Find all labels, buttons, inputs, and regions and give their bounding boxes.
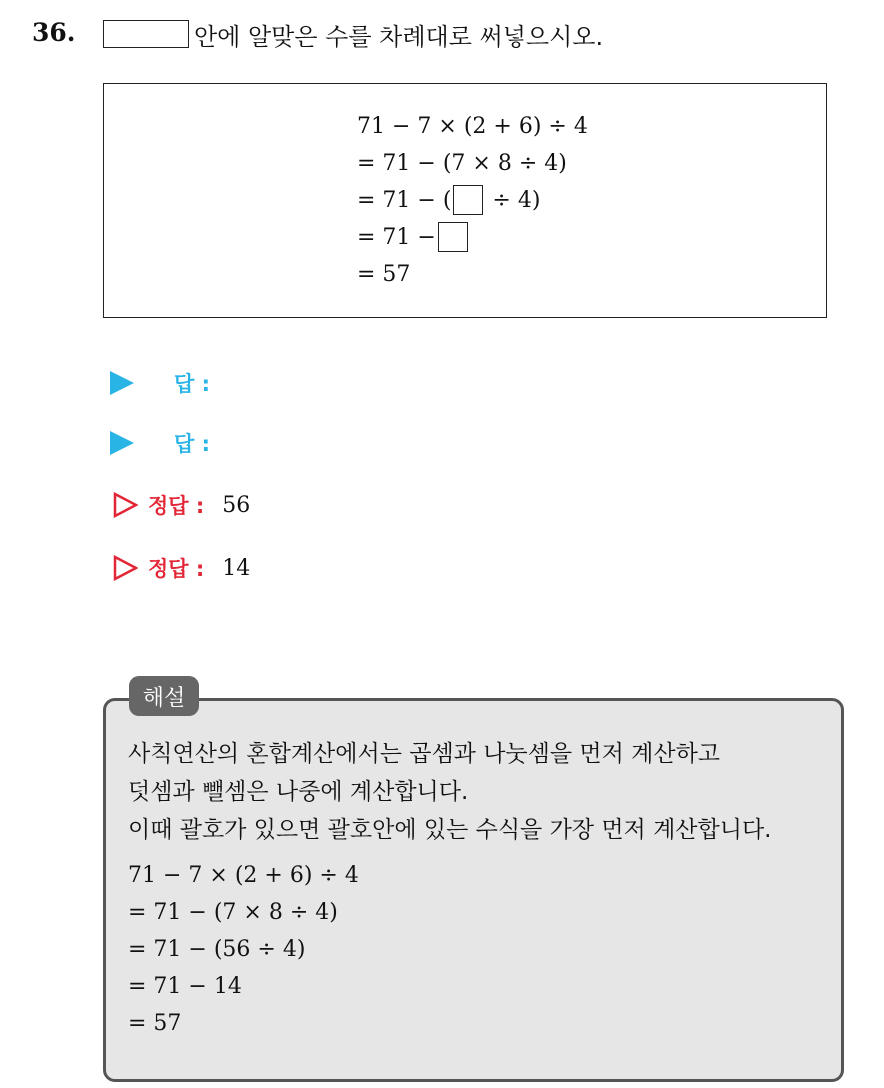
problem-line-1: 71 − 7 × (2 + 6) ÷ 4 xyxy=(357,114,588,139)
answer-label: 답 : xyxy=(174,372,210,396)
explanation-math-line: = 71 − (56 ÷ 4) xyxy=(128,937,306,962)
outline-triangle-icon xyxy=(112,555,138,581)
problem-line-3-pre: = 71 − ( xyxy=(357,188,452,213)
correct-row-2 xyxy=(112,551,250,585)
explanation-math-line: = 71 − 14 xyxy=(128,974,242,999)
problem-line-5: = 57 xyxy=(357,262,411,287)
explanation-text xyxy=(128,735,771,849)
problem-line-4 xyxy=(357,219,588,256)
explanation-math xyxy=(128,857,359,1042)
question-number: 36. xyxy=(32,18,76,47)
explanation-math-line: 71 − 7 × (2 + 6) ÷ 4 xyxy=(128,863,359,888)
correct-label: 정답 : xyxy=(148,557,205,581)
play-triangle-icon xyxy=(110,431,134,455)
answer-blank-2[interactable] xyxy=(438,222,468,252)
answer-blank-1[interactable] xyxy=(453,185,483,215)
problem-line-3-post: ÷ 4) xyxy=(485,188,541,213)
explanation-box xyxy=(103,698,844,1082)
correct-label: 정답 : xyxy=(148,494,205,518)
problem-box xyxy=(103,83,827,318)
problem-line-3 xyxy=(357,182,588,219)
question-instruction: 안에 알맞은 수를 차례대로 써넣으시오. xyxy=(194,23,604,51)
correct-value: 14 xyxy=(222,555,251,581)
answer-row-1[interactable] xyxy=(110,366,210,400)
play-triangle-icon xyxy=(110,371,134,395)
answer-row-2[interactable] xyxy=(110,426,210,460)
answer-label: 답 : xyxy=(174,432,210,456)
problem-lines xyxy=(357,108,588,293)
problem-line-2: = 71 − (7 × 8 ÷ 4) xyxy=(357,151,567,176)
correct-value: 56 xyxy=(222,492,251,518)
explanation-math-line: = 57 xyxy=(128,1011,182,1036)
explanation-tag: 해설 xyxy=(129,676,199,716)
blank-box xyxy=(103,20,189,48)
outline-triangle-icon xyxy=(112,492,138,518)
explanation-line-2: 덧셈과 뺄셈은 나중에 계산합니다. xyxy=(128,779,469,805)
correct-row-1 xyxy=(112,488,250,522)
explanation-line-3: 이때 괄호가 있으면 괄호안에 있는 수식을 가장 먼저 계산합니다. xyxy=(128,817,772,843)
explanation-math-line: = 71 − (7 × 8 ÷ 4) xyxy=(128,900,338,925)
explanation-line-1: 사칙연산의 혼합계산에서는 곱셈과 나눗셈을 먼저 계산하고 xyxy=(128,741,721,767)
problem-line-4-pre: = 71 − xyxy=(357,225,436,250)
